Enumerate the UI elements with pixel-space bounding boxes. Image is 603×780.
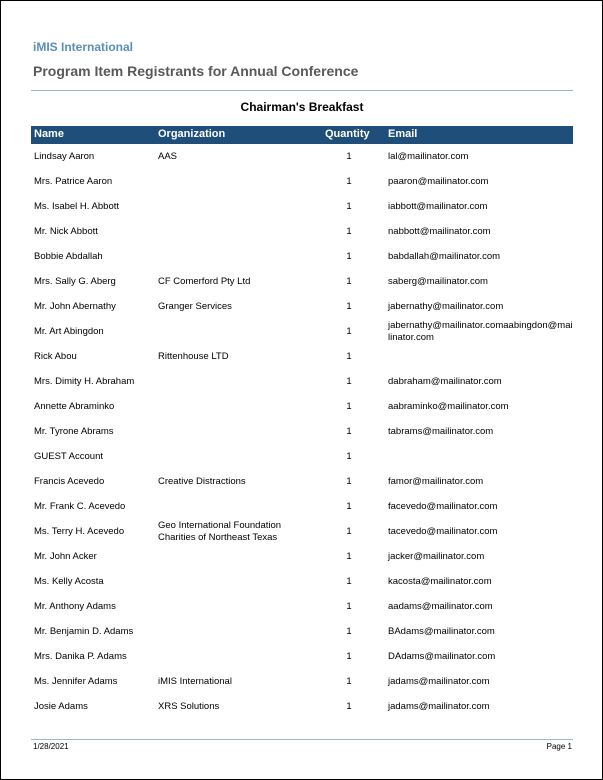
- cell-email: tabrams@mailinator.com: [388, 425, 494, 437]
- cell-quantity: 1: [346, 350, 352, 362]
- cell-name: GUEST Account: [34, 450, 103, 462]
- table-row: [31, 319, 573, 344]
- cell-email: [388, 344, 573, 369]
- cell-name: Bobbie Abdallah: [34, 250, 103, 262]
- cell-name: Mrs. Sally G. Aberg: [34, 275, 116, 287]
- table-row: [31, 494, 573, 519]
- cell-email: lal@mailinator.com: [388, 150, 469, 162]
- report-title: Program Item Registrants for Annual Conference: [33, 63, 359, 79]
- cell-email: kacosta@mailinator.com: [388, 575, 492, 587]
- column-header-email: Email: [388, 128, 418, 140]
- table-row: [31, 219, 573, 244]
- cell-quantity: 1: [346, 450, 352, 462]
- cell-email: tacevedo@mailinator.com: [388, 525, 498, 537]
- table-row: [31, 144, 573, 169]
- cell-name: Mr. John Abernathy: [34, 300, 116, 312]
- table-row: [31, 419, 573, 444]
- table-row: [31, 519, 573, 544]
- cell-organization: [158, 219, 308, 244]
- cell-email: famor@mailinator.com: [388, 475, 484, 487]
- cell-organization: [158, 569, 308, 594]
- cell-organization: [158, 619, 308, 644]
- table-row: [31, 569, 573, 594]
- cell-quantity: 1: [346, 400, 352, 412]
- table-row: [31, 694, 573, 719]
- cell-email: aabraminko@mailinator.com: [388, 400, 509, 412]
- cell-email: aadams@mailinator.com: [388, 600, 493, 612]
- cell-organization: [158, 494, 308, 519]
- table-row: [31, 169, 573, 194]
- cell-quantity: 1: [346, 500, 352, 512]
- cell-name: Annette Abraminko: [34, 400, 115, 412]
- cell-name: Lindsay Aaron: [34, 150, 95, 162]
- cell-name: Ms. Isabel H. Abbott: [34, 200, 120, 212]
- cell-quantity: 1: [346, 300, 352, 312]
- column-header-name: Name: [34, 128, 64, 140]
- cell-name: Mr. Benjamin D. Adams: [34, 625, 134, 637]
- cell-name: Ms. Terry H. Acevedo: [34, 525, 125, 537]
- cell-quantity: 1: [346, 550, 352, 562]
- cell-organization: [158, 244, 308, 269]
- table-row: [31, 644, 573, 669]
- cell-email: saberg@mailinator.com: [388, 275, 488, 287]
- cell-name: Mrs. Patrice Aaron: [34, 175, 113, 187]
- table-row: [31, 444, 573, 469]
- table-row: [31, 244, 573, 269]
- cell-organization: XRS Solutions: [158, 700, 220, 712]
- cell-email: babdallah@mailinator.com: [388, 250, 501, 262]
- cell-quantity: 1: [346, 275, 352, 287]
- cell-organization: Granger Services: [158, 300, 232, 312]
- cell-email: BAdams@mailinator.com: [388, 625, 495, 637]
- footer-date: 1/28/2021: [33, 742, 69, 751]
- cell-organization: [158, 194, 308, 219]
- cell-email: iabbott@mailinator.com: [388, 200, 488, 212]
- footer-divider: [31, 739, 573, 740]
- cell-quantity: 1: [346, 600, 352, 612]
- cell-email: paaron@mailinator.com: [388, 175, 489, 187]
- cell-email: jabernathy@mailinator.comaabingdon@mailinator.com: [388, 319, 573, 343]
- cell-quantity: 1: [346, 175, 352, 187]
- cell-organization: [158, 544, 308, 569]
- cell-organization: [158, 369, 308, 394]
- cell-name: Mr. Frank C. Acevedo: [34, 500, 126, 512]
- table-row: [31, 669, 573, 694]
- table-row: [31, 269, 573, 294]
- cell-organization: Creative Distractions: [158, 475, 246, 487]
- cell-name: Mr. Tyrone Abrams: [34, 425, 114, 437]
- cell-name: Mrs. Dimity H. Abraham: [34, 375, 135, 387]
- cell-email: DAdams@mailinator.com: [388, 650, 496, 662]
- cell-email: jacker@mailinator.com: [388, 550, 485, 562]
- cell-organization: [158, 169, 308, 194]
- cell-organization: [158, 444, 308, 469]
- cell-quantity: 1: [346, 525, 352, 537]
- cell-quantity: 1: [346, 375, 352, 387]
- cell-organization: iMIS International: [158, 675, 232, 687]
- cell-quantity: 1: [346, 625, 352, 637]
- cell-quantity: 1: [346, 700, 352, 712]
- table-row: [31, 594, 573, 619]
- cell-quantity: 1: [346, 675, 352, 687]
- cell-name: Josie Adams: [34, 700, 88, 712]
- cell-email: nabbott@mailinator.com: [388, 225, 491, 237]
- cell-name: Mr. Anthony Adams: [34, 600, 116, 612]
- cell-name: Mr. Nick Abbott: [34, 225, 98, 237]
- cell-organization: Rittenhouse LTD: [158, 350, 229, 362]
- cell-name: Mrs. Danika P. Adams: [34, 650, 127, 662]
- table-row: [31, 544, 573, 569]
- registrant-table-body: [31, 144, 573, 719]
- table-row: [31, 619, 573, 644]
- footer-page-number: Page 1: [546, 742, 572, 751]
- cell-email: jabernathy@mailinator.com: [388, 300, 504, 312]
- cell-name: Mr. John Acker: [34, 550, 97, 562]
- table-row: [31, 369, 573, 394]
- organization-name: iMIS International: [33, 40, 134, 54]
- cell-quantity: 1: [346, 325, 352, 337]
- cell-organization: AAS: [158, 150, 178, 162]
- cell-quantity: 1: [346, 575, 352, 587]
- cell-quantity: 1: [346, 150, 352, 162]
- table-row: [31, 394, 573, 419]
- cell-email: [388, 444, 573, 469]
- cell-name: Ms. Jennifer Adams: [34, 675, 118, 687]
- column-header-quantity: Quantity: [325, 128, 370, 140]
- cell-quantity: 1: [346, 200, 352, 212]
- cell-email: jadams@mailinator.com: [388, 675, 490, 687]
- table-row: [31, 469, 573, 494]
- cell-quantity: 1: [346, 650, 352, 662]
- cell-quantity: 1: [346, 225, 352, 237]
- column-header-organization: Organization: [158, 128, 226, 140]
- cell-name: Francis Acevedo: [34, 475, 105, 487]
- cell-email: jadams@mailinator.com: [388, 700, 490, 712]
- cell-name: Mr. Art Abingdon: [34, 325, 104, 337]
- table-header: [31, 126, 573, 144]
- cell-organization: CF Comerford Pty Ltd: [158, 275, 251, 287]
- section-title: Chairman's Breakfast: [240, 100, 364, 114]
- cell-organization: [158, 419, 308, 444]
- cell-organization: [158, 394, 308, 419]
- cell-organization: [158, 644, 308, 669]
- cell-email: dabraham@mailinator.com: [388, 375, 502, 387]
- cell-organization: [158, 319, 308, 344]
- cell-name: Ms. Kelly Acosta: [34, 575, 104, 587]
- cell-quantity: 1: [346, 425, 352, 437]
- header-divider: [31, 90, 573, 91]
- table-row: [31, 344, 573, 369]
- cell-email: facevedo@mailinator.com: [388, 500, 498, 512]
- cell-quantity: 1: [346, 475, 352, 487]
- cell-name: Rick Abou: [34, 350, 77, 362]
- cell-organization: Geo International Foundation Charities of Northeast Texas: [158, 519, 282, 543]
- table-row: [31, 294, 573, 319]
- table-row: [31, 194, 573, 219]
- cell-organization: [158, 594, 308, 619]
- cell-quantity: 1: [346, 250, 352, 262]
